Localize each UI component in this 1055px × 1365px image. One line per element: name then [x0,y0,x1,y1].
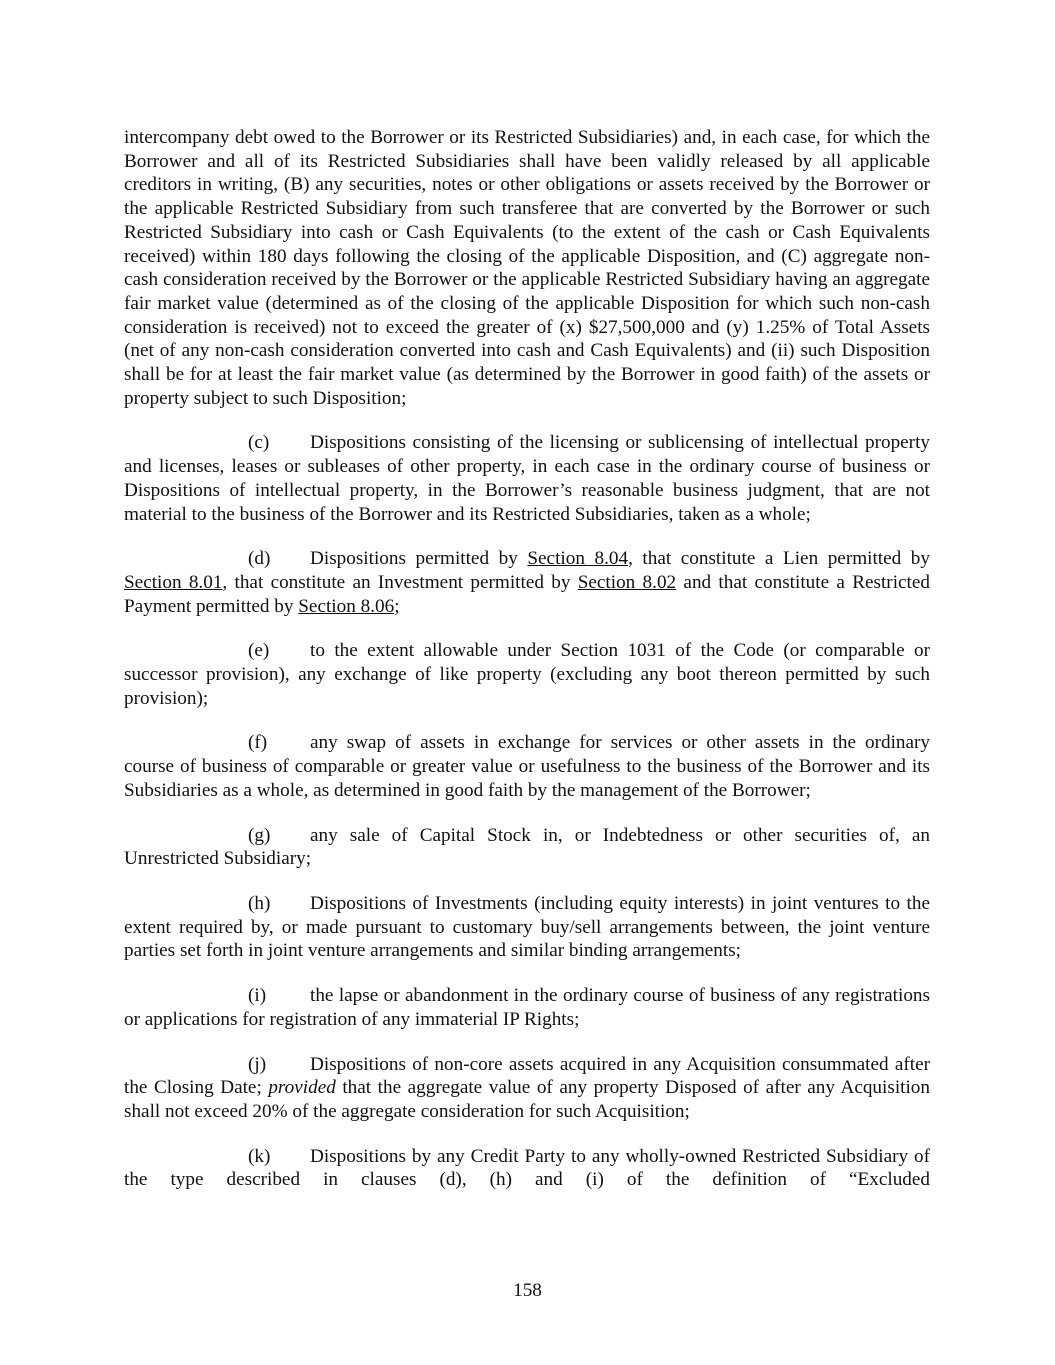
clause-i-text: the lapse or abandonment in the ordinary course of business of any registrations or applications for registration of any immaterial IP Rights; [124,985,930,1030]
clause-h [124,892,930,963]
intro-paragraph: intercompany debt owed to the Borrower or its Restricted Subsidiaries) and, in each case, for which the Borrower and all of its Restricted Subsidiaries shall have been validly released by all applicable creditors in writing, (B) any securities, notes or other obligations or assets received by the Borrower or the applicable Restricted Subsidiary from such transferee that are converted by the Borrower or such Restricted Subsidiary into cash or Cash Equivalents (to the extent of the cash or Cash Equivalents received) within 180 days following the closing of the applicable Disposition, and (C) aggregate non-cash consideration received by the Borrower or the applicable Restricted Subsidiary having an aggregate fair market value (determined as of the closing of the applicable Disposition for which such non-cash consideration is received) not to exceed the greater of (x) $27,500,000 and (y) 1.25% of Total Assets (net of any non-cash consideration converted into cash and Cash Equivalents) and (ii) such Disposition shall be for at least the fair market value (as determined by the Borrower in good faith) of the assets or property subject to such Disposition; [124,127,930,409]
clause-e-label: (e) [248,640,270,662]
clause-j-label: (j) [248,1053,267,1075]
clause-d-text-4: and that constitute a Restricted Payment permitted by [124,571,930,617]
clause-d-label: (d) [248,548,271,570]
section-8-06-reference: Section 8.06 [298,595,395,617]
clause-d-text-2: , that constitute a Lien permitted by [628,548,930,570]
clause-d-text-1: Dispositions permitted by [310,548,528,570]
clause-c-label: (c) [248,432,270,454]
clause-f [124,731,930,802]
clause-e-text: to the extent allowable under Section 1031 of the Code (or comparable or successor provision), any exchange of like property (excluding any boot thereon permitted by such provision); [124,640,930,709]
clause-f-text: any swap of assets in exchange for services or other assets in the ordinary course of business of comparable or greater value or usefulness to the business of the Borrower and its Subsidiaries as a whole, as determined in good faith by the management of the Borrower; [124,732,930,801]
section-8-04-reference: Section 8.04 [527,548,629,570]
provided-italic: provided [268,1077,336,1099]
clause-d [124,547,930,618]
clause-j-text-1: Dispositions of non-core assets acquired in any Acquisition consummated after the Closing Date; [124,1053,930,1099]
clause-d-text-5: ; [394,595,400,617]
section-8-02-reference: Section 8.02 [577,571,677,593]
clause-c [124,431,930,526]
clause-d-text-3: , that constitute an Investment permitted by [222,571,578,593]
section-8-01-reference: Section 8.01 [124,571,223,593]
clause-k-label: (k) [248,1145,271,1167]
clause-e [124,639,930,710]
page-number: 158 [513,1280,542,1301]
clause-k [124,1145,930,1192]
document-page [124,126,930,1213]
clause-j [124,1053,930,1124]
clause-k-text: Dispositions by any Credit Party to any wholly-owned Restricted Subsidiary of the type described in clauses (d), (h) and (i) of the definition of “Excluded [124,1145,930,1191]
clause-g-text: any sale of Capital Stock in, or Indebtedness or other securities of, an Unrestricted Subsidiary; [124,824,930,870]
clause-i [124,984,930,1031]
clause-h-label: (h) [248,892,271,914]
clause-j-text-2: that the aggregate value of any property Disposed of after any Acquisition shall not exceed 20% of the aggregate consideration for such Acquisition; [124,1077,930,1122]
clause-g-label: (g) [248,824,271,846]
clause-g [124,824,930,871]
clause-i-label: (i) [248,985,267,1007]
clause-h-text: Dispositions of Investments (including equity interests) in joint ventures to the extent required by, or made pursuant to customary buy/sell arrangements between, the joint venture parties set forth in joint venture arrangements and similar binding arrangements; [124,892,930,962]
clause-f-label: (f) [248,732,268,754]
clause-c-text: Dispositions consisting of the licensing or sublicensing of intellectual property and licenses, leases or subleases of other property, in each case in the ordinary course of business or Dispositions of intellectual property, in the Borrower’s reasonable business judgment, that are not material to the business of the Borrower and its Restricted Subsidiaries, taken as a whole; [124,432,930,525]
